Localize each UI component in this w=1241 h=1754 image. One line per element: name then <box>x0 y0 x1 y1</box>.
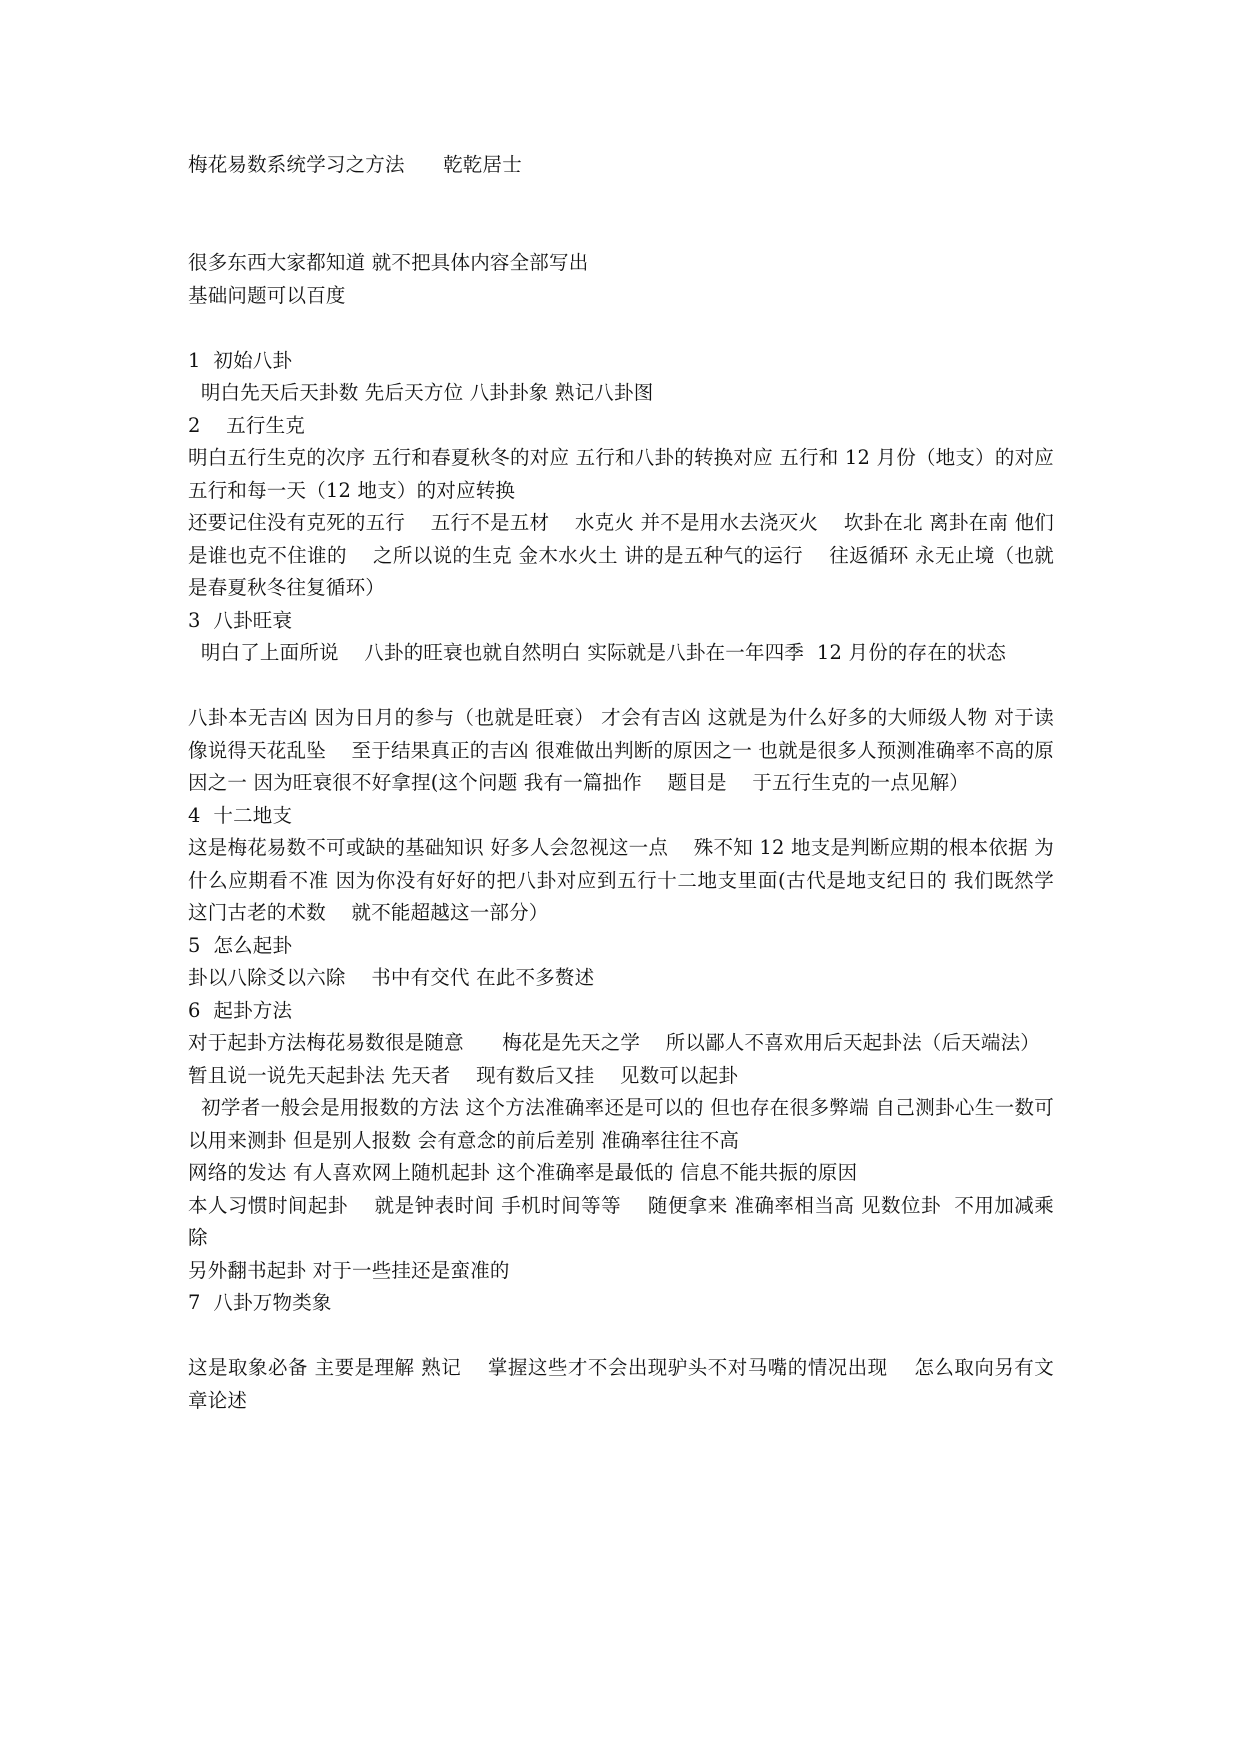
section-paragraph: 这是取象必备 主要是理解 熟记 掌握这些才不会出现驴头不对马嘴的情况出现 怎么取向另有文章论述 <box>188 1356 1054 1412</box>
blank-line <box>188 1320 1054 1353</box>
section-paragraph: 对于起卦方法梅花易数很是随意 梅花是先天之学 所以鄙人不喜欢用后天起卦法（后天端法） <box>188 1031 1040 1054</box>
section-paragraph: 暂且说一说先天起卦法 先天者 现有数后又挂 见数可以起卦 <box>188 1063 739 1087</box>
section-paragraph: 网络的发达 有人喜欢网上随机起卦 这个准确率是最低的 信息不能共振的原因 <box>188 1161 858 1184</box>
section-paragraph: 明白五行生克的次序 五行和春夏秋冬的对应 五行和八卦的转换对应 五行和 12 月份（地支）的对应 五行和每一天（12 地支）的对应转换 <box>188 446 1080 502</box>
blank-line <box>188 312 1054 345</box>
section-heading: 1 初始八卦 <box>188 348 293 372</box>
section-paragraph: 这是梅花易数不可或缺的基础知识 好多人会忽视这一点 殊不知 12 地支是判断应期的根本依据 为什么应期看不准 因为你没有好好的把八卦对应到五行十二地支里面(古代是地支纪日的 我们既然学这门古老的术数 就不能超越这一部分） <box>188 836 1054 924</box>
section-heading: 5 怎么起卦 <box>188 933 293 957</box>
section-paragraph: 卦以八除爻以六除 书中有交代 在此不多赘述 <box>188 966 595 989</box>
intro-line: 很多东西大家都知道 就不把具体内容全部写出 <box>188 251 589 274</box>
intro-line: 基础问题可以百度 <box>188 283 346 307</box>
document-title: 梅花易数系统学习之方法 乾乾居士 <box>188 153 522 176</box>
section-paragraph: 八卦本无吉凶 因为日月的参与（也就是旺衰） 才会有吉凶 这就是为什么好多的大师级人物 对于读像说得天花乱坠 至于结果真正的吉凶 很难做出判断的原因之一 也就是很多人预测准确率不高的原因之一 因为旺衰很不好拿捏(这个问题 我有一篇拙作 题目是 于五行生克的一点见解） <box>188 706 1054 794</box>
section-paragraph: 明白了上面所说 八卦的旺衰也就自然明白 实际就是八卦在一年四季 12 月份的存在的状态 <box>188 641 1007 664</box>
section-paragraph: 还要记住没有克死的五行 五行不是五材 水克火 并不是用水去浇灭火 坎卦在北 离卦在南 他们是谁也克不住谁的 之所以说的生克 金木水火土 讲的是五种气的运行 往返循环 永无止境（也就是春夏秋冬往复循环） <box>188 511 1054 599</box>
section-paragraph: 明白先天后天卦数 先后天方位 八卦卦象 熟记八卦图 <box>188 381 654 404</box>
section-paragraph: 另外翻书起卦 对于一些挂还是蛮准的 <box>188 1258 510 1282</box>
section-heading: 7 八卦万物类象 <box>188 1291 332 1314</box>
section-heading: 3 八卦旺衰 <box>188 608 293 632</box>
blank-line <box>188 670 1054 703</box>
section-heading: 4 十二地支 <box>188 803 293 827</box>
section-heading: 2 五行生克 <box>188 413 306 437</box>
section-heading: 6 起卦方法 <box>188 998 293 1022</box>
section-paragraph: 本人习惯时间起卦 就是钟表时间 手机时间等等 随便拿来 准确率相当高 见数位卦 不用加减乘除 <box>188 1193 1054 1249</box>
section-paragraph: 初学者一般会是用报数的方法 这个方法准确率还是可以的 但也存在很多弊端 自己测卦心生一数可以用来测卦 但是别人报数 会有意念的前后差别 准确率往往不高 <box>188 1096 1054 1152</box>
document-body <box>188 149 1080 1417</box>
